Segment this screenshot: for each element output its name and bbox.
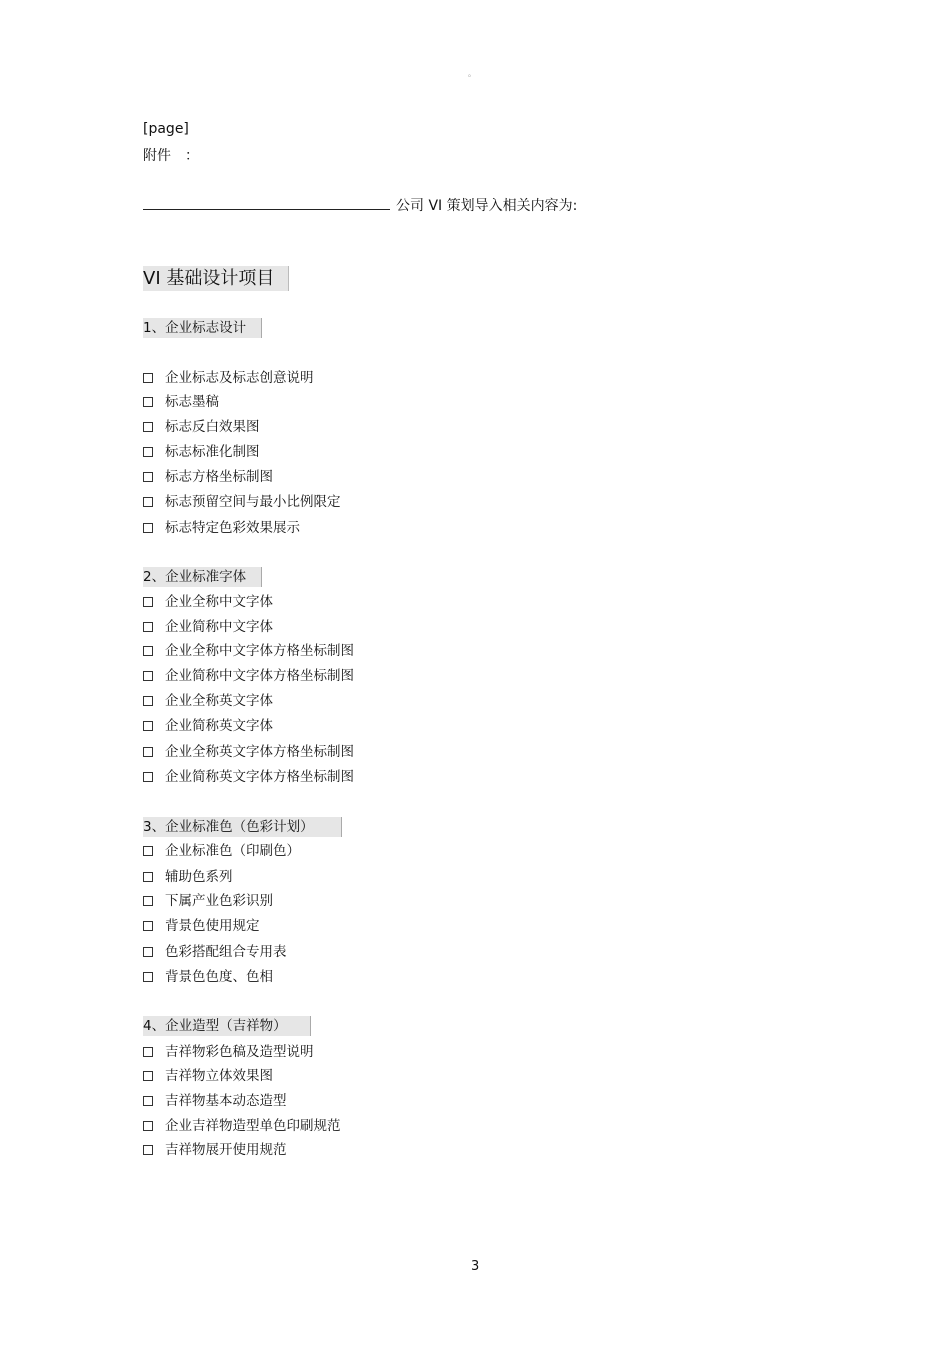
item-label: 标志墨稿 [165, 394, 219, 410]
checkbox-icon [143, 721, 153, 731]
checkbox-icon [143, 523, 153, 533]
item-label: 色彩搭配组合专用表 [165, 944, 287, 960]
item-label: 标志反白效果图 [165, 419, 260, 435]
item-label: 企业吉祥物造型单色印刷规范 [165, 1118, 341, 1134]
checkbox-icon [143, 896, 153, 906]
list-item [143, 1067, 273, 1085]
list-item [143, 468, 273, 486]
checkbox-icon [143, 622, 153, 632]
item-label: 企业全称英文字体 [165, 693, 273, 709]
checkbox-icon [143, 646, 153, 656]
list-item [143, 892, 273, 910]
item-label: 企业标准色（印刷色） [165, 843, 300, 859]
list-item [143, 393, 219, 411]
checkbox-icon [143, 397, 153, 407]
item-label: 标志特定色彩效果展示 [165, 520, 300, 536]
item-label: 企业全称英文字体方格坐标制图 [165, 744, 354, 760]
item-label: 企业简称中文字体 [165, 619, 273, 635]
item-label: 标志标准化制图 [165, 444, 260, 460]
section-title: 1、企业标志设计 [143, 318, 262, 338]
list-item [143, 1141, 287, 1159]
checkbox-icon [143, 872, 153, 882]
list-item [143, 369, 314, 387]
list-item [143, 618, 273, 636]
item-label: 企业简称中文字体方格坐标制图 [165, 668, 354, 684]
checkbox-icon [143, 772, 153, 782]
list-item [143, 743, 354, 761]
list-item [143, 593, 273, 611]
list-item [143, 519, 300, 537]
checkbox-icon [143, 747, 153, 757]
attachment-label: 附件 ： [143, 148, 199, 164]
checkbox-icon [143, 1145, 153, 1155]
intro-line [143, 195, 577, 215]
page-tag: [page] [143, 121, 189, 137]
checkbox-icon [143, 1047, 153, 1057]
item-label: 吉祥物立体效果图 [165, 1068, 273, 1084]
list-item [143, 1043, 314, 1061]
item-label: 企业全称中文字体方格坐标制图 [165, 643, 354, 659]
fill-in-blank [143, 197, 390, 210]
checkbox-icon [143, 472, 153, 482]
item-label: 吉祥物展开使用规范 [165, 1142, 287, 1158]
item-label: 背景色使用规定 [165, 918, 260, 934]
list-item [143, 1092, 287, 1110]
checkbox-icon [143, 447, 153, 457]
checkbox-icon [143, 921, 153, 931]
section-title: 4、企业造型（吉祥物） [143, 1016, 311, 1036]
checkbox-icon [143, 497, 153, 507]
checkbox-icon [143, 1121, 153, 1131]
checkbox-icon [143, 422, 153, 432]
checkbox-icon [143, 1071, 153, 1081]
checkbox-icon [143, 597, 153, 607]
list-item [143, 418, 260, 436]
list-item [143, 443, 260, 461]
item-label: 标志方格坐标制图 [165, 469, 273, 485]
item-label: 吉祥物基本动态造型 [165, 1093, 287, 1109]
checkbox-icon [143, 671, 153, 681]
item-label: 企业全称中文字体 [165, 594, 273, 610]
list-item [143, 842, 300, 860]
list-item [143, 717, 273, 735]
section-title: 2、企业标准字体 [143, 567, 262, 587]
checkbox-icon [143, 947, 153, 957]
checkbox-icon [143, 696, 153, 706]
list-item [143, 692, 273, 710]
checkbox-icon [143, 972, 153, 982]
checkbox-icon [143, 1096, 153, 1106]
item-label: 吉祥物彩色稿及造型说明 [165, 1044, 314, 1060]
main-title: VI 基础设计项目 [143, 266, 289, 291]
list-item [143, 1117, 341, 1135]
list-item [143, 917, 260, 935]
list-item [143, 968, 273, 986]
checkbox-icon [143, 846, 153, 856]
section-title: 3、企业标准色（色彩计划） [143, 817, 342, 837]
list-item [143, 642, 354, 660]
item-label: 标志预留空间与最小比例限定 [165, 494, 341, 510]
item-label: 企业标志及标志创意说明 [165, 370, 314, 386]
list-item [143, 943, 287, 961]
header-mark: 。 [468, 69, 476, 78]
list-item [143, 667, 354, 685]
list-item [143, 768, 354, 786]
item-label: 背景色色度、色相 [165, 969, 273, 985]
intro-text: 公司 VI 策划导入相关内容为: [396, 198, 578, 214]
list-item [143, 868, 233, 886]
checkbox-icon [143, 373, 153, 383]
item-label: 企业简称英文字体方格坐标制图 [165, 769, 354, 785]
item-label: 辅助色系列 [165, 869, 233, 885]
list-item [143, 493, 341, 511]
item-label: 企业简称英文字体 [165, 718, 273, 734]
page-number: 3 [471, 1259, 480, 1274]
item-label: 下属产业色彩识别 [165, 893, 273, 909]
